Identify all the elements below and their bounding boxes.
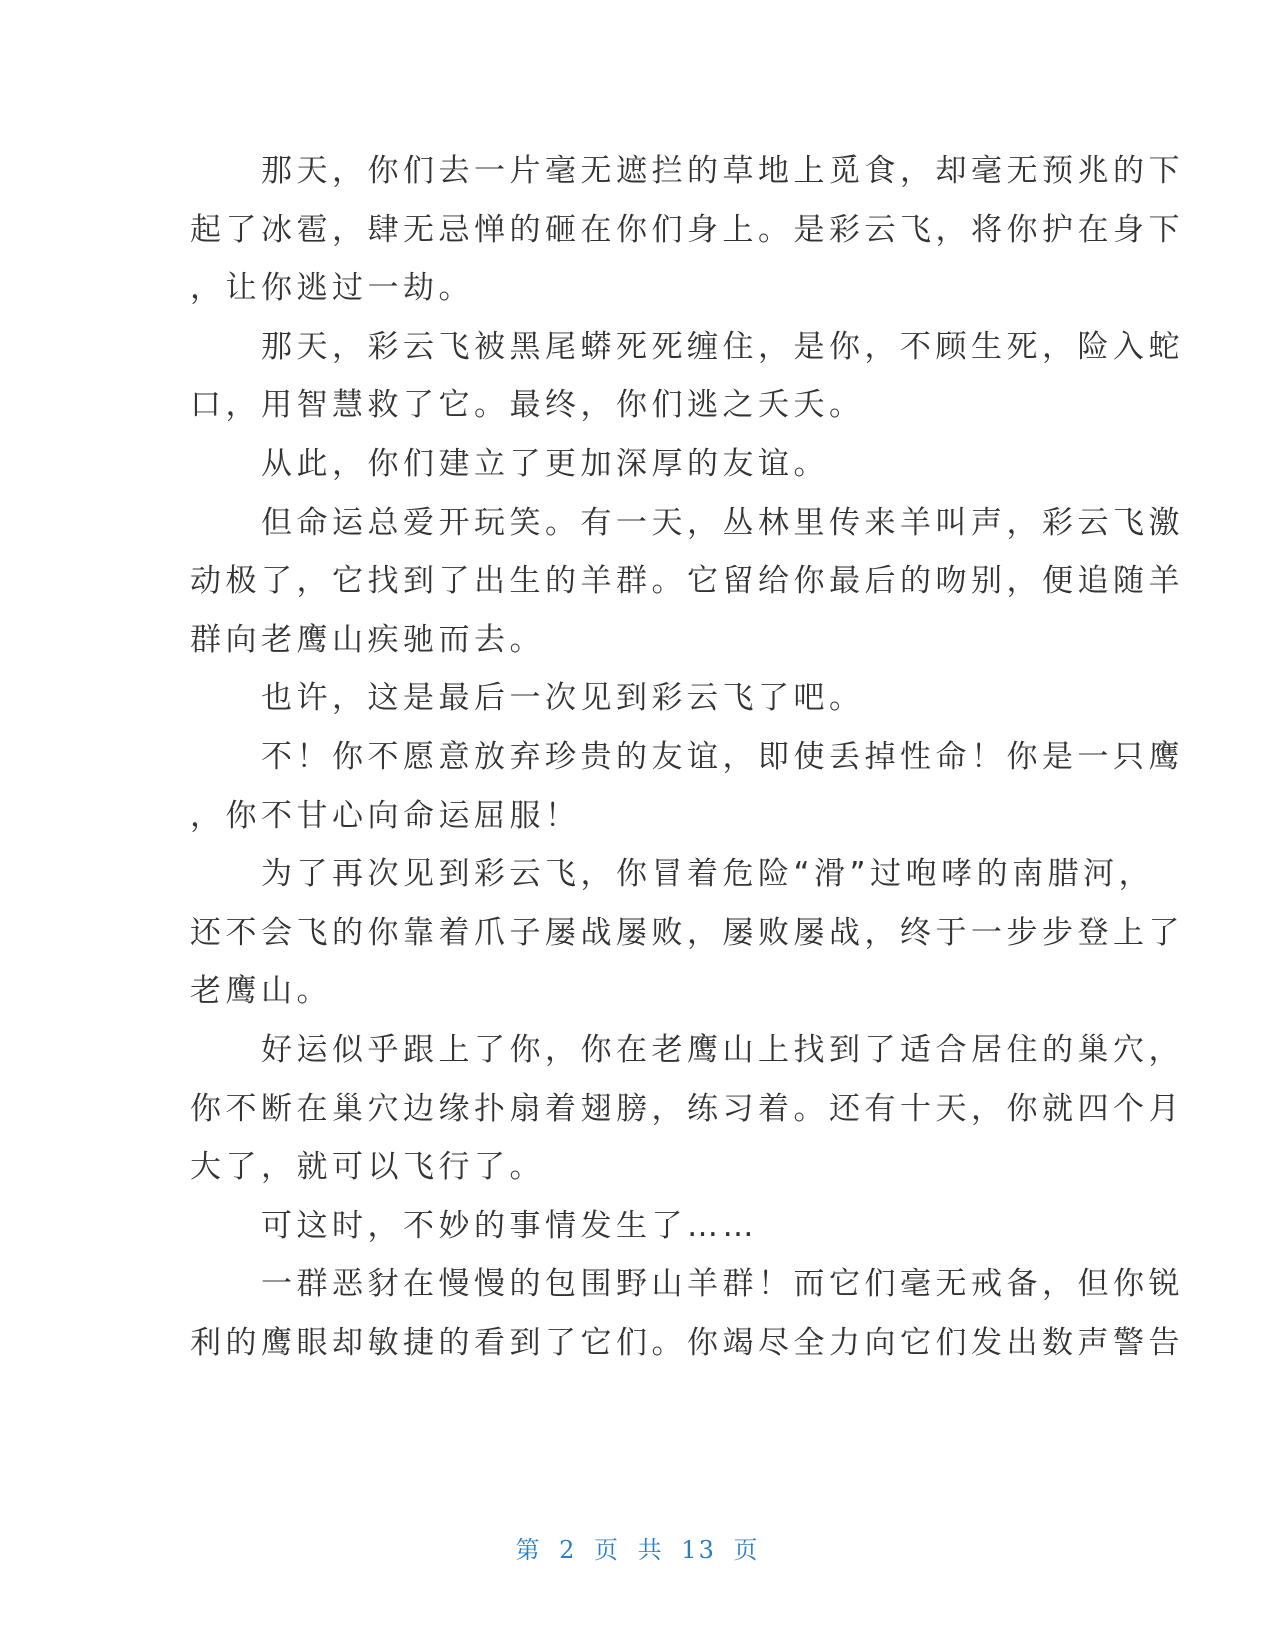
text-line: 不！你不愿意放弃珍贵的友谊，即使丢掉性命！你是一只鹰: [190, 738, 1184, 775]
text-line: 你不断在巢穴边缘扑扇着翅膀，练习着。还有十天，你就四个月: [190, 1090, 1184, 1127]
page-number-footer: 第 2 页 共 13 页: [515, 1536, 760, 1564]
text-line: 还不会飞的你靠着爪子屡战屡败，屡败屡战，终于一步步登上了: [190, 914, 1184, 951]
text-line: ，你不甘心向命运屈服！: [190, 797, 581, 834]
text-line: ，让你逃过一劫。: [190, 270, 474, 307]
text-line: 群向老鹰山疾驰而去。: [190, 621, 545, 658]
text-line: 好运似乎跟上了你，你在老鹰山上找到了适合居住的巢穴，: [190, 1031, 1184, 1068]
text-line: 动极了，它找到了出生的羊群。它留给你最后的吻别，便追随羊: [190, 563, 1184, 600]
text-line: 可这时，不妙的事情发生了……: [190, 1207, 758, 1244]
text-line: 但命运总爱开玩笑。有一天，丛林里传来羊叫声，彩云飞激: [190, 504, 1184, 541]
text-line: 大了，就可以飞行了。: [190, 1149, 545, 1186]
text-line: 老鹰山。: [190, 973, 332, 1010]
text-line: 也许，这是最后一次见到彩云飞了吧。: [190, 680, 865, 717]
text-line: 利的鹰眼却敏捷的看到了它们。你竭尽全力向它们发出数声警告: [190, 1324, 1184, 1361]
text-line: 那天，彩云飞被黑尾蟒死死缠住，是你，不顾生死，险入蛇: [190, 328, 1184, 365]
body-text: [190, 142, 1184, 1372]
text-line: 口，用智慧救了它。最终，你们逃之夭夭。: [190, 387, 865, 424]
text-line: 起了冰雹，肆无忌惮的砸在你们身上。是彩云飞，将你护在身下: [190, 211, 1184, 248]
text-line: 那天，你们去一片毫无遮拦的草地上觅食，却毫无预兆的下: [190, 153, 1184, 189]
text-line: 一群恶豺在慢慢的包围野山羊群！而它们毫无戒备，但你锐: [190, 1266, 1184, 1303]
text-line: 为了再次见到彩云飞，你冒着危险“滑”过咆哮的南腊河，: [190, 856, 1155, 893]
text-line: 从此，你们建立了更加深厚的友谊。: [190, 445, 829, 482]
